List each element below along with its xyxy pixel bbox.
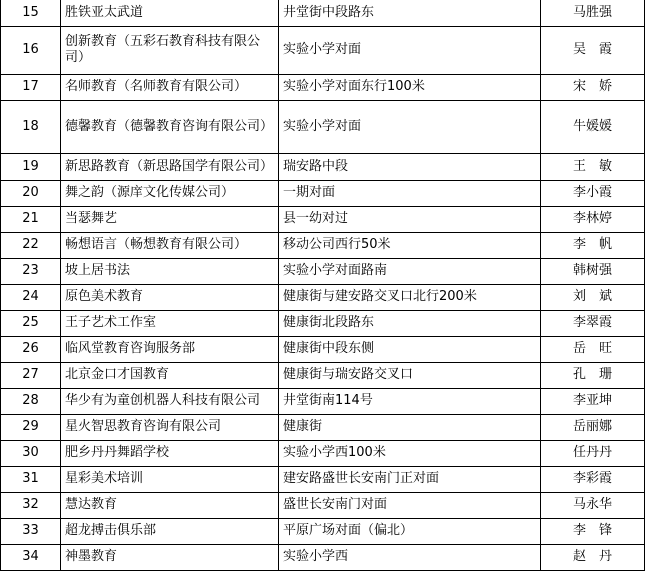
- contact-person-cell: 李 锋: [541, 518, 645, 544]
- row-number-cell: 31: [1, 466, 61, 492]
- contact-person-cell: 李林婷: [541, 206, 645, 232]
- address-cell: 健康街中段东侧: [279, 336, 541, 362]
- address-cell: 移动公司西行50米: [279, 232, 541, 258]
- table-row: [1, 414, 645, 440]
- contact-person-cell: 孔 珊: [541, 362, 645, 388]
- table-row: [1, 26, 645, 74]
- row-number-cell: 28: [1, 388, 61, 414]
- institution-name-cell: 星火智思教育咨询有限公司: [61, 414, 279, 440]
- address-cell: 平原广场对面（偏北）: [279, 518, 541, 544]
- row-number-cell: 27: [1, 362, 61, 388]
- address-cell: 实验小学西: [279, 544, 541, 570]
- table-row: [1, 492, 645, 518]
- address-cell: 健康街北段路东: [279, 310, 541, 336]
- row-number-cell: 16: [1, 26, 61, 74]
- contact-person-cell: 马永华: [541, 492, 645, 518]
- table-row: [1, 0, 645, 26]
- table-row: [1, 180, 645, 206]
- institution-name-cell: 北京金口才国教育: [61, 362, 279, 388]
- contact-person-cell: 岳丽娜: [541, 414, 645, 440]
- row-number-cell: 20: [1, 180, 61, 206]
- row-number-cell: 23: [1, 258, 61, 284]
- institution-name-cell: 肥乡丹丹舞蹈学校: [61, 440, 279, 466]
- institution-name-cell: 德馨教育（德馨教育咨询有限公司）: [61, 100, 279, 153]
- institution-name-cell: 王子艺术工作室: [61, 310, 279, 336]
- contact-person-cell: 宋 娇: [541, 74, 645, 100]
- institution-name-cell: 原色美术教育: [61, 284, 279, 310]
- contact-person-cell: 马胜强: [541, 0, 645, 26]
- row-number-cell: 25: [1, 310, 61, 336]
- contact-person-cell: 李亚坤: [541, 388, 645, 414]
- institution-name-cell: 坡上居书法: [61, 258, 279, 284]
- table-row: [1, 100, 645, 153]
- row-number-cell: 34: [1, 544, 61, 570]
- contact-person-cell: 李 帆: [541, 232, 645, 258]
- institution-name-cell: 华少有为童创机器人科技有限公司: [61, 388, 279, 414]
- table-row: [1, 388, 645, 414]
- institution-name-cell: 畅想语言（畅想教育有限公司）: [61, 232, 279, 258]
- contact-person-cell: 刘 斌: [541, 284, 645, 310]
- institution-name-cell: 名师教育（名师教育有限公司）: [61, 74, 279, 100]
- contact-person-cell: 李彩霞: [541, 466, 645, 492]
- institution-name-cell: 神墨教育: [61, 544, 279, 570]
- address-cell: 实验小学对面路南: [279, 258, 541, 284]
- address-cell: 实验小学对面东行100米: [279, 74, 541, 100]
- address-cell: 实验小学对面: [279, 100, 541, 153]
- address-cell: 盛世长安南门对面: [279, 492, 541, 518]
- table-row: [1, 206, 645, 232]
- row-number-cell: 22: [1, 232, 61, 258]
- contact-person-cell: 牛媛媛: [541, 100, 645, 153]
- table-row: [1, 440, 645, 466]
- institution-name-cell: 临风堂教育咨询服务部: [61, 336, 279, 362]
- address-cell: 实验小学西100米: [279, 440, 541, 466]
- institution-name-cell: 舞之韵（源庠文化传媒公司）: [61, 180, 279, 206]
- contact-person-cell: 吴 霞: [541, 26, 645, 74]
- address-cell: 健康街与瑞安路交叉口: [279, 362, 541, 388]
- row-number-cell: 33: [1, 518, 61, 544]
- address-cell: 一期对面: [279, 180, 541, 206]
- institution-name-cell: 星彩美术培训: [61, 466, 279, 492]
- row-number-cell: 17: [1, 74, 61, 100]
- table-row: [1, 232, 645, 258]
- address-cell: 健康街与建安路交叉口北行200米: [279, 284, 541, 310]
- table-row: [1, 74, 645, 100]
- table-row: [1, 544, 645, 570]
- contact-person-cell: 赵 丹: [541, 544, 645, 570]
- table-row: [1, 310, 645, 336]
- institution-name-cell: 当瑟舞艺: [61, 206, 279, 232]
- contact-person-cell: 王 敏: [541, 153, 645, 180]
- institution-name-cell: 新思路教育（新思路国学有限公司）: [61, 153, 279, 180]
- contact-person-cell: 韩树强: [541, 258, 645, 284]
- contact-person-cell: 任丹丹: [541, 440, 645, 466]
- row-number-cell: 26: [1, 336, 61, 362]
- address-cell: 建安路盛世长安南门正对面: [279, 466, 541, 492]
- address-cell: 实验小学对面: [279, 26, 541, 74]
- address-cell: 县一幼对过: [279, 206, 541, 232]
- table-row: [1, 518, 645, 544]
- table-row: [1, 336, 645, 362]
- institution-name-cell: 胜铁亚太武道: [61, 0, 279, 26]
- row-number-cell: 21: [1, 206, 61, 232]
- row-number-cell: 29: [1, 414, 61, 440]
- table-row: [1, 362, 645, 388]
- institution-name-cell: 创新教育（五彩石教育科技有限公司）: [61, 26, 279, 74]
- address-cell: 瑞安路中段: [279, 153, 541, 180]
- contact-person-cell: 李小霞: [541, 180, 645, 206]
- row-number-cell: 19: [1, 153, 61, 180]
- row-number-cell: 18: [1, 100, 61, 153]
- row-number-cell: 32: [1, 492, 61, 518]
- contact-person-cell: 李翠霞: [541, 310, 645, 336]
- contact-person-cell: 岳 旺: [541, 336, 645, 362]
- row-number-cell: 24: [1, 284, 61, 310]
- row-number-cell: 30: [1, 440, 61, 466]
- table-row: [1, 466, 645, 492]
- table-row: [1, 284, 645, 310]
- institution-name-cell: 超龙搏击俱乐部: [61, 518, 279, 544]
- address-cell: 健康街: [279, 414, 541, 440]
- institution-name-cell: 慧达教育: [61, 492, 279, 518]
- address-cell: 井堂街中段路东: [279, 0, 541, 26]
- row-number-cell: 15: [1, 0, 61, 26]
- table-row: [1, 153, 645, 180]
- address-cell: 井堂街南114号: [279, 388, 541, 414]
- table-row: [1, 258, 645, 284]
